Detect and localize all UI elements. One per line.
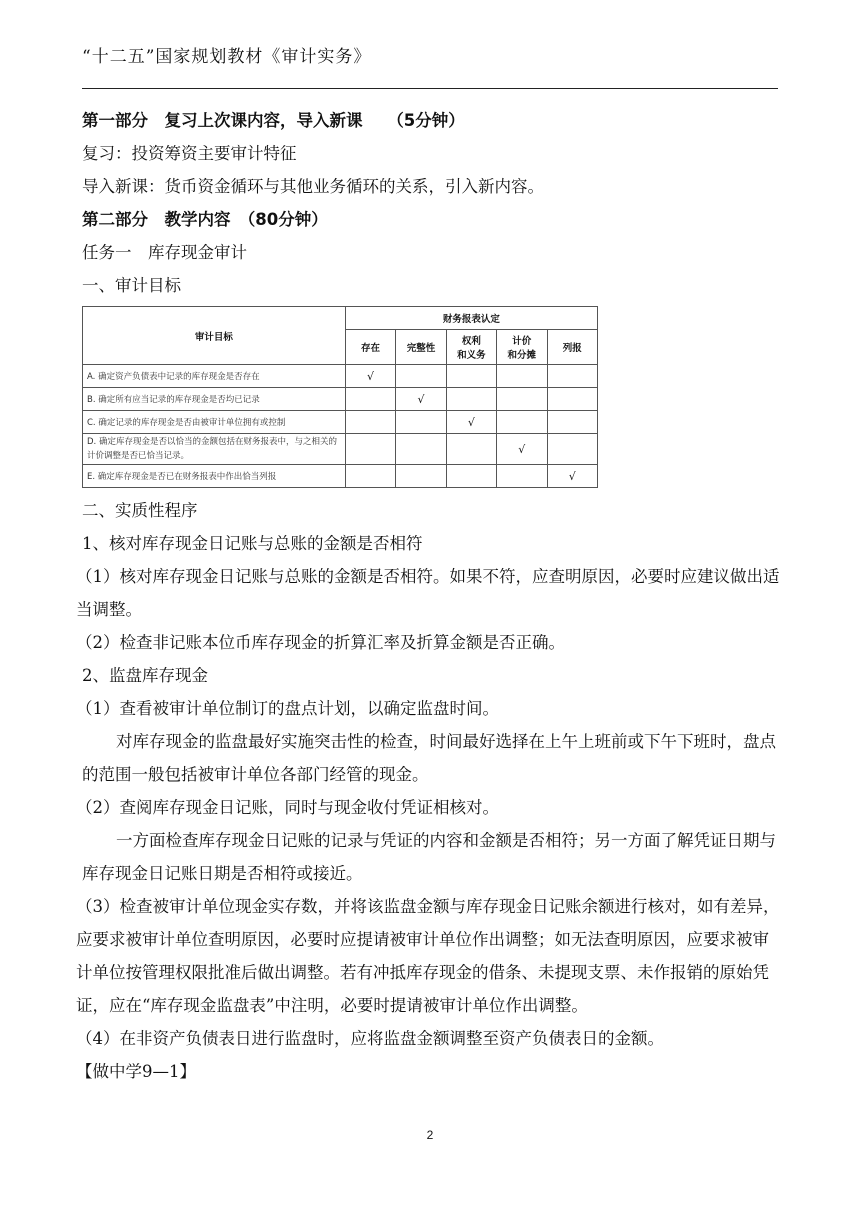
- item2-paragraph-2-detail: 一方面检查库存现金日记账的记录与凭证的内容和金额是否相符；另一方面了解凭证日期与库存现金日记账日期是否相符或接近。: [82, 831, 776, 883]
- check-mark: √: [467, 415, 475, 429]
- assertion-cell: [446, 465, 496, 488]
- goal-column-header: 审计目标: [83, 307, 346, 365]
- assertion-cell: [396, 434, 446, 465]
- header-divider: [82, 88, 778, 89]
- assertion-cell: [446, 365, 496, 388]
- assertion-cell: [497, 411, 547, 434]
- assertion-cell: [446, 388, 496, 411]
- exercise-label: 【做中学9—1】: [76, 1062, 196, 1081]
- item1-title: 1、核对库存现金日记账与总账的金额是否相符: [82, 534, 423, 553]
- table-row: [83, 434, 598, 465]
- assertion-header: 存在: [345, 330, 395, 365]
- review-line: 复习：投资筹资主要审计特征: [82, 144, 297, 163]
- item2-paragraph-1: （1）查看被审计单位制订的盘点计划，以确定监盘时间。: [76, 699, 499, 718]
- item2-paragraph-1-detail: 对库存现金的监盘最好实施突击性的检查，时间最好选择在上午上班前或下午下班时，盘点的范围一般包括被审计单位各部门经管的现金。: [82, 732, 776, 784]
- check-mark: √: [367, 369, 375, 383]
- assertion-cell: [396, 411, 446, 434]
- assertion-cell: [396, 365, 446, 388]
- table-row: [83, 411, 598, 434]
- table-header-row: [83, 307, 598, 330]
- audit-goal-cell: D. 确定库存现金是否以恰当的金额包括在财务报表中，与之相关的计价调整是否已恰当记录。: [83, 434, 346, 465]
- intro-line: 导入新课：货币资金循环与其他业务循环的关系，引入新内容。: [82, 177, 544, 196]
- section1-title: 一、审计目标: [82, 276, 181, 295]
- audit-goal-cell: A. 确定资产负债表中记录的库存现金是否存在: [83, 365, 346, 388]
- assertion-cell: [497, 434, 547, 465]
- section2-title: 二、实质性程序: [82, 501, 198, 520]
- assertion-group-header: 财务报表认定: [345, 307, 597, 330]
- assertion-cell: [497, 365, 547, 388]
- item1-paragraph-1: （1）核对库存现金日记账与总账的金额是否相符。如果不符，应查明原因，必要时应建议做出适当调整。: [76, 567, 780, 619]
- page-number: 2: [426, 1128, 434, 1142]
- audit-goal-cell: C. 确定记录的库存现金是否由被审计单位拥有或控制: [83, 411, 346, 434]
- part2-heading: 第二部分 教学内容 （80分钟）: [82, 210, 328, 229]
- assertion-cell: [396, 465, 446, 488]
- assertion-cell: [547, 434, 598, 465]
- assertion-cell: [446, 411, 496, 434]
- table-row: [83, 465, 598, 488]
- check-mark: √: [518, 442, 526, 456]
- table-row: [83, 365, 598, 388]
- item2-paragraph-2: （2）查阅库存现金日记账，同时与现金收付凭证相核对。: [76, 798, 499, 817]
- assertion-cell: [497, 388, 547, 411]
- document-header: “十二五”国家规划教材《审计实务》: [82, 47, 372, 67]
- assertion-cell: [345, 411, 395, 434]
- audit-goal-cell: E. 确定库存现金是否已在财务报表中作出恰当列报: [83, 465, 346, 488]
- assertion-cell: [396, 388, 446, 411]
- table-body: [83, 365, 598, 488]
- assertion-cell: [345, 434, 395, 465]
- assertion-cell: [547, 411, 598, 434]
- page-body: [76, 104, 782, 1088]
- table-row: [83, 388, 598, 411]
- assertion-cell: [446, 434, 496, 465]
- item2-title: 2、监盘库存现金: [82, 666, 208, 685]
- task1-title: 任务一 库存现金审计: [82, 243, 247, 262]
- assertion-cell: [345, 365, 395, 388]
- assertion-cell: [547, 365, 598, 388]
- part1-heading: 第一部分 复习上次课内容，导入新课 （5分钟）: [82, 111, 465, 130]
- assertion-cell: [345, 465, 395, 488]
- audit-goal-cell: B. 确定所有应当记录的库存现金是否均已记录: [83, 388, 346, 411]
- check-mark: √: [568, 469, 576, 483]
- item2-paragraph-3: （3）检查被审计单位现金实存数，并将该监盘金额与库存现金日记账余额进行核对，如有差异，应要求被审计单位查明原因，必要时应提请被审计单位作出调整；如无法查明原因，应要求被审计单位按管理权限批准后做出调整。若有冲抵库存现金的借条、未提现支票、未作报销的原始凭证，应在“库存现金监盘表”中注明，必要时提请被审计单位作出调整。: [76, 897, 780, 1015]
- assertion-cell: [547, 465, 598, 488]
- assertion-cell: [345, 388, 395, 411]
- assertion-header: 计价 和分摊: [497, 330, 547, 365]
- item2-paragraph-4: （4）在非资产负债表日进行监盘时，应将监盘金额调整至资产负债表日的金额。: [76, 1029, 664, 1048]
- assertion-header: 列报: [547, 330, 598, 365]
- assertion-cell: [547, 388, 598, 411]
- check-mark: √: [417, 392, 425, 406]
- item1-paragraph-2: （2）检查非记账本位币库存现金的折算汇率及折算金额是否正确。: [76, 633, 565, 652]
- assertion-cell: [497, 465, 547, 488]
- assertion-header: 权利 和义务: [446, 330, 496, 365]
- audit-goal-table: [82, 306, 598, 488]
- assertion-header: 完整性: [396, 330, 446, 365]
